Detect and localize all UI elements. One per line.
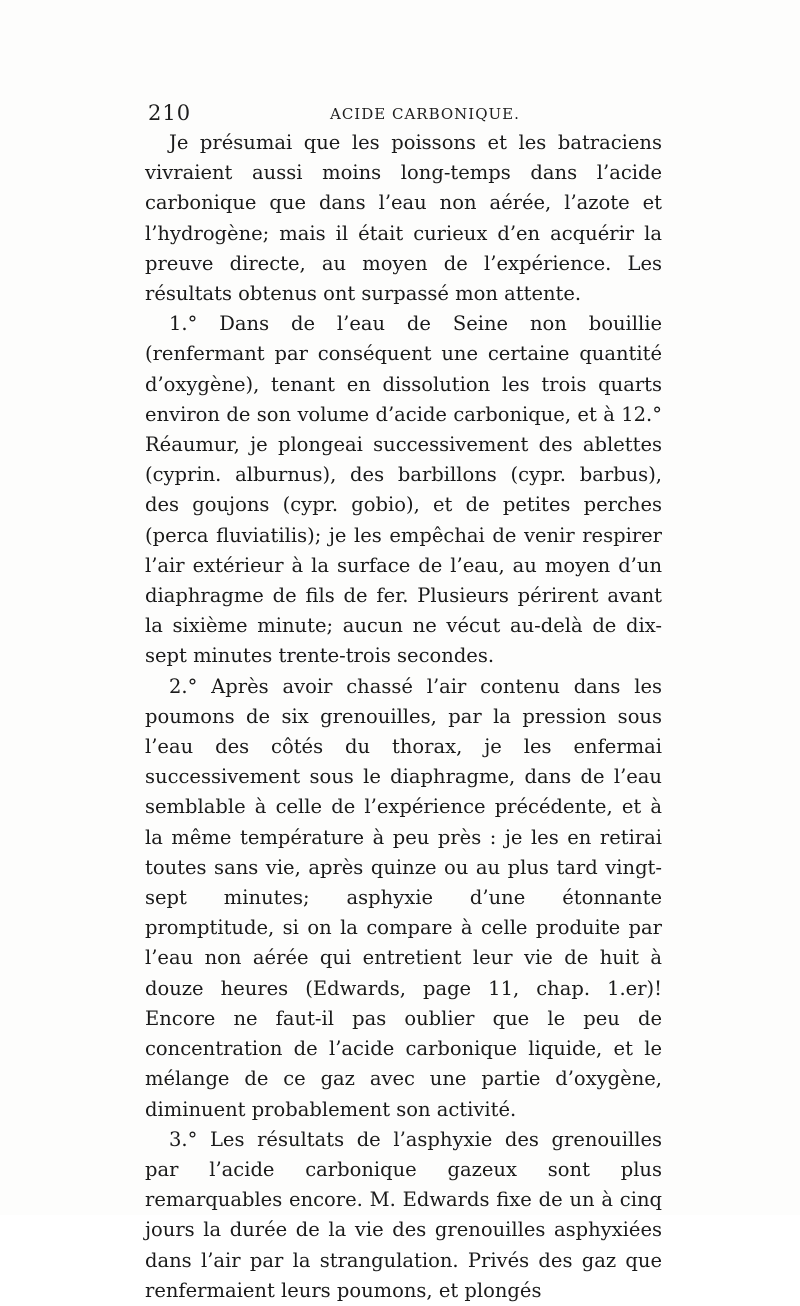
paragraph: 1.° Dans de l’eau de Seine non bouillie (renfermant par conséquent une certaine quantité d’oxygène), tenant en dissolution les trois quarts environ de son volume d’acide carbonique, et à 12.° Réaumur, je plongeai successivement des ablettes (cyprin. alburnus), des barbillons (cypr. barbus), des goujons (cypr. gobio), et de petites perches (perca fluviatilis); je les empêchai de venir respirer l’air extérieur à la surface de l’eau, au moyen d’un diaphragme de fils de fer. Plusieurs périrent avant la sixième minute; aucun ne vécut au-delà de dix-sept minutes trente-trois secondes. — [145, 312, 662, 668]
paragraph: 3.° Les résultats de l’asphyxie des grenouilles par l’acide carbonique gazeux sont plus remarquables encore. M. Edwards fixe de un à cinq jours la durée de la vie des grenouilles asphyxiées dans l’air par la strangulation. Privés des gaz que renfermaient leurs poumons, et plongés — [145, 1127, 662, 1302]
paragraph: 2.° Après avoir chassé l’air contenu dans les poumons de six grenouilles, par la pression sous l’eau des côtés du thorax, je les enfermai successivement sous le diaphragme, dans de l’eau semblable à celle de l’expérience précédente, et à la même température à peu près : je les en retirai toutes sans vie, après quinze ou au plus tard vingt-sept minutes; asphyxie d’une étonnante promptitude, si on la compare à celle produite par l’eau non aérée qui entretient leur vie de huit à douze heures (Edwards, page 11, chap. 1.er)! Encore ne faut-il pas oublier que le peu de concentration de l’acide carbonique liquide, et le mélange de ce gaz avec une partie d’oxygène, diminuent probablement son activité. — [145, 674, 662, 1121]
paragraph: Je présumai que les poissons et les batraciens vivraient aussi moins long-temps dans l’acide carbonique que dans l’eau non aérée, l’azote et l’hydrogène; mais il était curieux d’en acquérir la preuve directe, au moyen de l’expérience. Les résultats obtenus ont surpassé mon attente. — [145, 131, 662, 306]
body-text — [145, 128, 662, 1306]
page-header — [148, 101, 668, 131]
page-number: 210 — [148, 101, 192, 125]
running-head: ACIDE CARBONIQUE. — [330, 105, 520, 123]
